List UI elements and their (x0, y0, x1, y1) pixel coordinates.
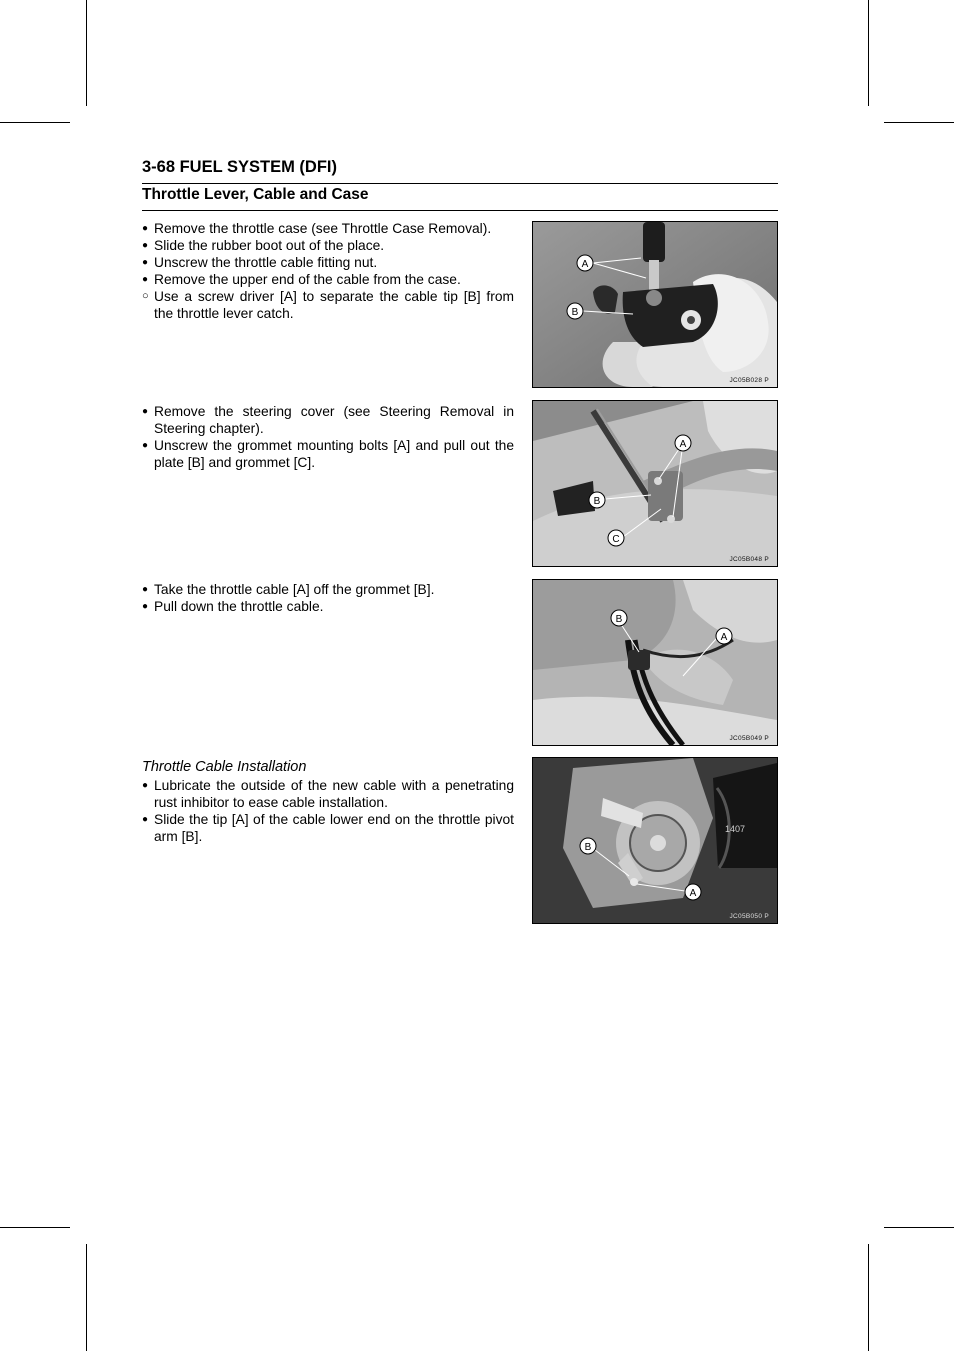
photo-grommet-bolts (532, 400, 778, 567)
callout-label: B (571, 307, 579, 318)
step-item: ● Remove the upper end of the cable from the case. (142, 271, 514, 288)
step-subitem: ○ Use a screw driver [A] to separate the cable tip [B] from the throttle lever catch. (142, 288, 514, 322)
bullet-icon (142, 220, 148, 237)
step-item: ● Slide the rubber boot out of the place. (142, 237, 514, 254)
crop-mark (86, 0, 87, 106)
photo-illustration (533, 580, 777, 745)
procedure-block-grommet (142, 403, 514, 471)
step-item: ● Pull down the throttle cable. (142, 598, 514, 615)
bullet-icon (142, 437, 148, 454)
photo-cable-grommet (532, 579, 778, 746)
photo-illustration (533, 222, 777, 387)
crop-mark (884, 122, 954, 123)
bullet-icon (142, 254, 148, 271)
crop-mark (0, 1227, 70, 1228)
crop-mark (868, 0, 869, 106)
section-title: Throttle Lever, Cable and Case (142, 186, 369, 203)
callout-label: B (584, 842, 592, 853)
photo-throttle-case (532, 221, 778, 388)
callout-label: A (679, 439, 687, 450)
crop-mark (884, 1227, 954, 1228)
step-item: ● Unscrew the grommet mounting bolts [A] and pull out the plate [B] and grommet [C]. (142, 437, 514, 471)
procedure-block-case-removal (142, 220, 514, 322)
callout-label: A (689, 888, 697, 899)
callout-label: A (581, 259, 589, 270)
step-item: ● Lubricate the outside of the new cable with a penetrating rust inhibitor to ease cable installation. (142, 777, 514, 811)
step-item: ● Take the throttle cable [A] off the grommet [B]. (142, 581, 514, 598)
photo-reference: JC05B028 P (729, 377, 769, 384)
bullet-icon (142, 403, 148, 420)
callout-label: B (615, 614, 623, 625)
crop-mark (0, 122, 70, 123)
photo-reference: JC05B049 P (729, 735, 769, 742)
photo-reference: JC05B048 P (729, 556, 769, 563)
photo-illustration (533, 401, 777, 566)
step-item: ● Unscrew the throttle cable fitting nut. (142, 254, 514, 271)
bullet-icon (142, 237, 148, 254)
step-item: ● Remove the steering cover (see Steering Removal in Steering chapter). (142, 403, 514, 437)
photo-pivot-arm (532, 757, 778, 924)
crop-mark (86, 1244, 87, 1351)
hose-print: 1407 (725, 824, 746, 834)
step-item: ● Remove the throttle case (see Throttle Case Removal). (142, 220, 514, 237)
subheading: Throttle Cable Installation (142, 759, 307, 775)
bullet-icon (142, 271, 148, 288)
section-rule (142, 210, 778, 211)
crop-mark (868, 1244, 869, 1351)
bullet-icon (142, 777, 148, 794)
procedure-block-cable-off (142, 581, 514, 615)
procedure-block-installation (142, 759, 514, 845)
photo-illustration (533, 758, 777, 923)
callout-label: A (720, 632, 728, 643)
bullet-icon (142, 581, 148, 598)
circle-icon (142, 288, 149, 305)
bullet-icon (142, 811, 148, 828)
header-rule (142, 183, 778, 184)
callout-label: B (593, 496, 601, 507)
callout-label: C (612, 534, 620, 545)
bullet-icon (142, 598, 148, 615)
step-item: ● Slide the tip [A] of the cable lower end on the throttle pivot arm [B]. (142, 811, 514, 845)
page-header-title: 3-68 FUEL SYSTEM (DFI) (142, 158, 337, 176)
photo-reference: JC05B050 P (729, 913, 769, 920)
